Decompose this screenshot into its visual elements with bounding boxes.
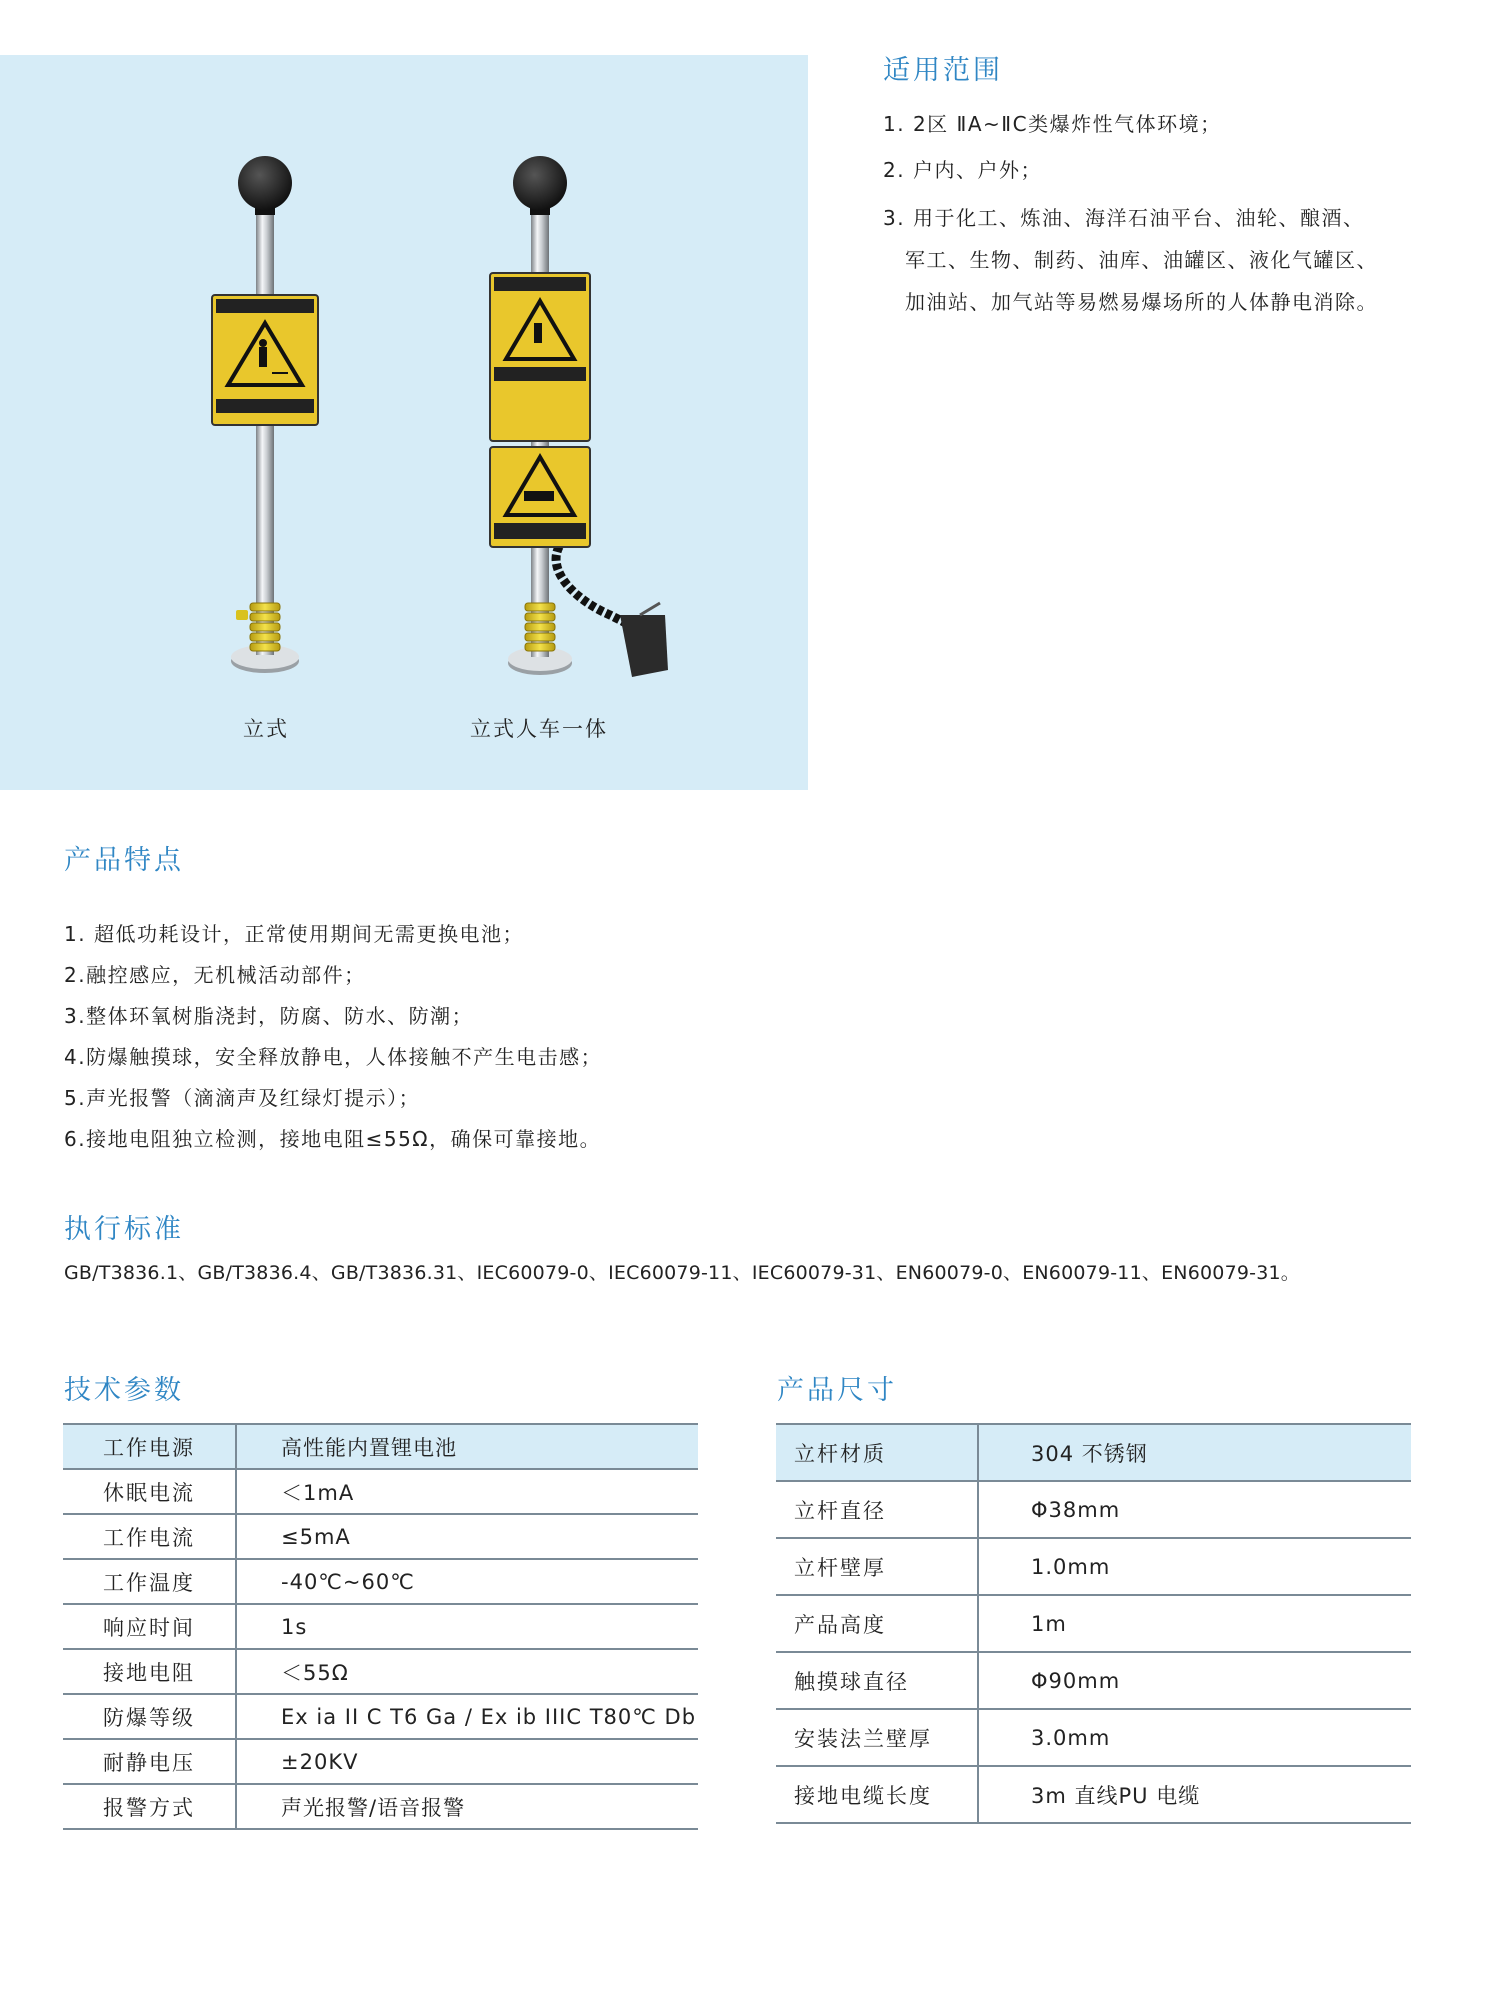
table-row — [63, 1604, 698, 1649]
spec-value: 1s — [236, 1604, 698, 1649]
spec-value: Φ90mm — [978, 1652, 1411, 1709]
spec-value: 声光报警/语音报警 — [236, 1784, 698, 1829]
spec-value: 高性能内置锂电池 — [236, 1424, 698, 1469]
features-heading: 产品特点 — [64, 845, 184, 876]
scope-heading: 适用范围 — [883, 55, 1003, 86]
standards-heading: 执行标准 — [64, 1214, 184, 1245]
table-row — [776, 1595, 1411, 1652]
spec-key: 工作温度 — [63, 1559, 236, 1604]
spec-key: 工作电流 — [63, 1514, 236, 1559]
spec-value: 3m 直线PU 电缆 — [978, 1766, 1411, 1823]
spec-value: 3.0mm — [978, 1709, 1411, 1766]
table-row — [776, 1766, 1411, 1823]
tech-heading: 技术参数 — [64, 1375, 184, 1406]
spec-key: 报警方式 — [63, 1784, 236, 1829]
spec-key: 响应时间 — [63, 1604, 236, 1649]
table-row — [63, 1739, 698, 1784]
table-row — [776, 1709, 1411, 1766]
product-illustrations — [0, 55, 808, 790]
spec-key: 接地电缆长度 — [776, 1766, 978, 1823]
spec-value: Ex ia II C T6 Ga / Ex ib IIIC T80℃ Db — [236, 1694, 698, 1739]
spec-key: 立杆材质 — [776, 1424, 978, 1481]
spec-value: 1.0mm — [978, 1538, 1411, 1595]
product-photo-panel — [0, 55, 808, 790]
standing-discharger-illustration — [212, 156, 318, 673]
table-row — [63, 1469, 698, 1514]
spec-key: 立杆直径 — [776, 1481, 978, 1538]
list-item: 2. 户内、户外； — [883, 158, 1042, 182]
spec-value: -40℃~60℃ — [236, 1559, 698, 1604]
table-row — [63, 1694, 698, 1739]
list-item: 加油站、加气站等易燃易爆场所的人体静电消除。 — [905, 290, 1378, 314]
list-item: 3. 用于化工、炼油、海洋石油平台、油轮、酿酒、 — [883, 206, 1365, 230]
spec-value: 304 不锈钢 — [978, 1424, 1411, 1481]
caption-combined: 立式人车一体 — [470, 717, 608, 741]
table-row — [776, 1424, 1411, 1481]
spec-key: 立杆壁厚 — [776, 1538, 978, 1595]
table-row — [63, 1784, 698, 1829]
spec-key: 触摸球直径 — [776, 1652, 978, 1709]
size-heading: 产品尺寸 — [777, 1375, 897, 1406]
spec-key: 工作电源 — [63, 1424, 236, 1469]
tech-spec-table — [63, 1423, 698, 1830]
table-row — [776, 1481, 1411, 1538]
spec-value: 1m — [978, 1595, 1411, 1652]
combined-discharger-illustration — [490, 156, 668, 677]
spec-key: 安装法兰壁厚 — [776, 1709, 978, 1766]
table-row — [63, 1649, 698, 1694]
spec-key: 接地电阻 — [63, 1649, 236, 1694]
spec-value: Φ38mm — [978, 1481, 1411, 1538]
spec-key: 耐静电压 — [63, 1739, 236, 1784]
caption-standing: 立式 — [243, 717, 289, 741]
spec-key: 产品高度 — [776, 1595, 978, 1652]
size-spec-table — [776, 1423, 1411, 1824]
spec-key: 防爆等级 — [63, 1694, 236, 1739]
table-row — [63, 1424, 698, 1469]
list-item: 1. 2区 ⅡA~ⅡC类爆炸性气体环境； — [883, 112, 1222, 136]
spec-value: ≤5mA — [236, 1514, 698, 1559]
table-row — [63, 1514, 698, 1559]
table-row — [776, 1538, 1411, 1595]
spec-value: ＜1mA — [236, 1469, 698, 1514]
spec-key: 休眠电流 — [63, 1469, 236, 1514]
table-row — [776, 1652, 1411, 1709]
list-item: 6.接地电阻独立检测，接地电阻≤55Ω，确保可靠接地。 — [64, 1127, 602, 1151]
list-item: 5.声光报警（滴滴声及红绿灯提示）； — [64, 1086, 421, 1110]
list-item: 军工、生物、制药、油库、油罐区、液化气罐区、 — [905, 248, 1378, 272]
table-row — [63, 1559, 698, 1604]
spec-value: ±20KV — [236, 1739, 698, 1784]
list-item: 2.融控感应，无机械活动部件； — [64, 963, 366, 987]
spec-value: ＜55Ω — [236, 1649, 698, 1694]
list-item: 3.整体环氧树脂浇封，防腐、防水、防潮； — [64, 1004, 474, 1028]
standards-text: GB/T3836.1、GB/T3836.4、GB/T3836.31、IEC60079-0、IEC60079-11、IEC60079-31、EN60079-0、EN60079-11、EN60079-31。 — [64, 1262, 1300, 1284]
list-item: 4.防爆触摸球，安全释放静电，人体接触不产生电击感； — [64, 1045, 603, 1069]
list-item: 1. 超低功耗设计，正常使用期间无需更换电池； — [64, 922, 524, 946]
